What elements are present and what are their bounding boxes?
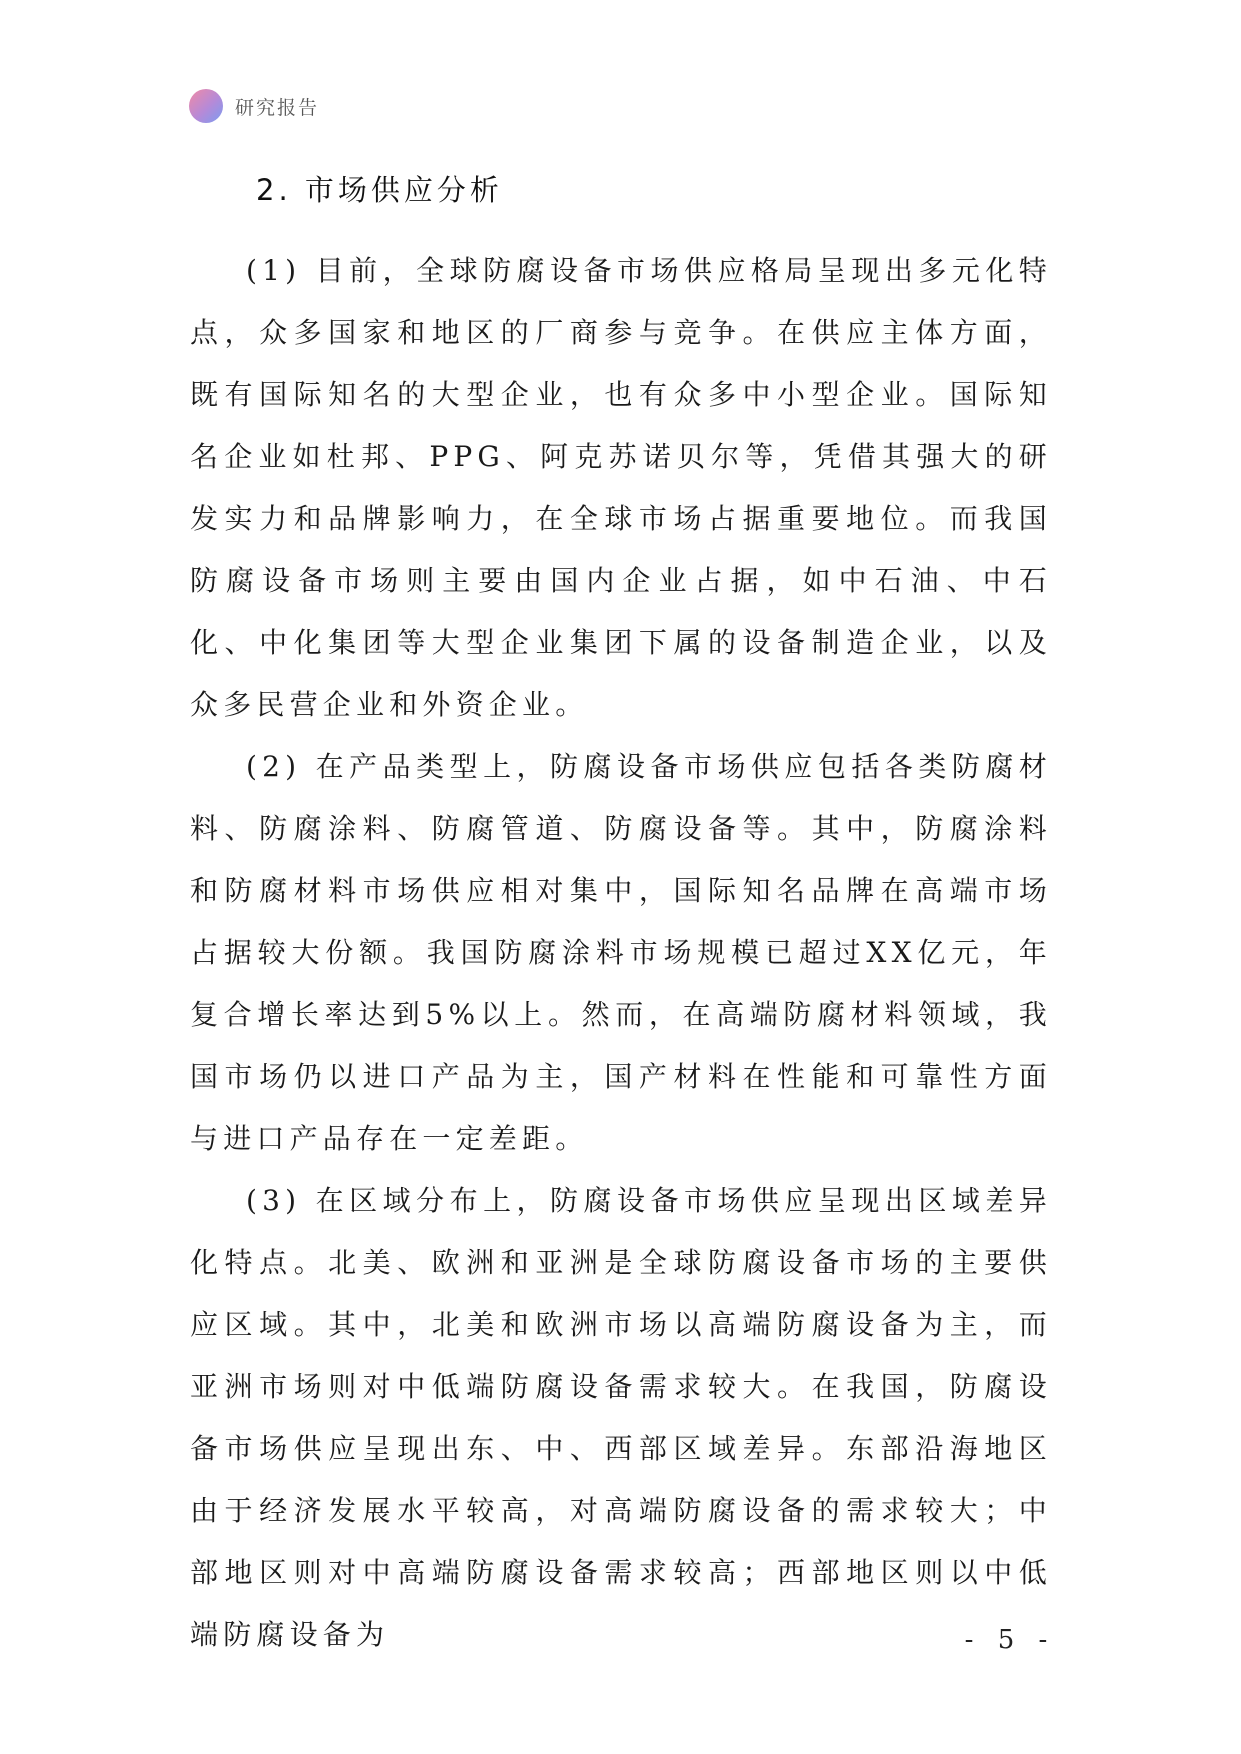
paragraph-2: (2) 在产品类型上，防腐设备市场供应包括各类防腐材料、防腐涂料、防腐管道、防腐设备等。其中，防腐涂料和防腐材料市场供应相对集中，国际知名品牌在高端市场占据较大份额。我国防腐涂料市场规模已超过XX亿元，年复合增长率达到5%以上。然而，在高端防腐材料领域，我国市场仍以进口产品为主，国产材料在性能和可靠性方面与进口产品存在一定差距。 (190, 750, 1052, 1155)
document-body (190, 162, 1052, 1666)
section-title: 2. 市场供应分析 (256, 173, 503, 207)
header-label: 研究报告 (235, 96, 320, 119)
paragraph-1: (1) 目前，全球防腐设备市场供应格局呈现出多元化特点，众多国家和地区的厂商参与竞争。在供应主体方面，既有国际知名的大型企业，也有众多中小型企业。国际知名企业如杜邦、PPG、阿克苏诺贝尔等，凭借其强大的研发实力和品牌影响力，在全球市场占据重要地位。而我国防腐设备市场则主要由国内企业占据，如中石油、中石化、中化集团等大型企业集团下属的设备制造企业，以及众多民营企业和外资企业。 (190, 254, 1052, 721)
report-logo-icon (189, 89, 223, 123)
paragraph-3: (3) 在区域分布上，防腐设备市场供应呈现出区域差异化特点。北美、欧洲和亚洲是全球防腐设备市场的主要供应区域。其中，北美和欧洲市场以高端防腐设备为主，而亚洲市场则对中低端防腐设备需求较大。在我国，防腐设备市场供应呈现出东、中、西部区域差异。东部沿海地区由于经济发展水平较高，对高端防腐设备的需求较大；中部地区则对中高端防腐设备需求较高；西部地区则以中低端防腐设备为 (190, 1184, 1052, 1651)
page-header (189, 88, 319, 124)
page-number: - 5 - (964, 1625, 1056, 1655)
